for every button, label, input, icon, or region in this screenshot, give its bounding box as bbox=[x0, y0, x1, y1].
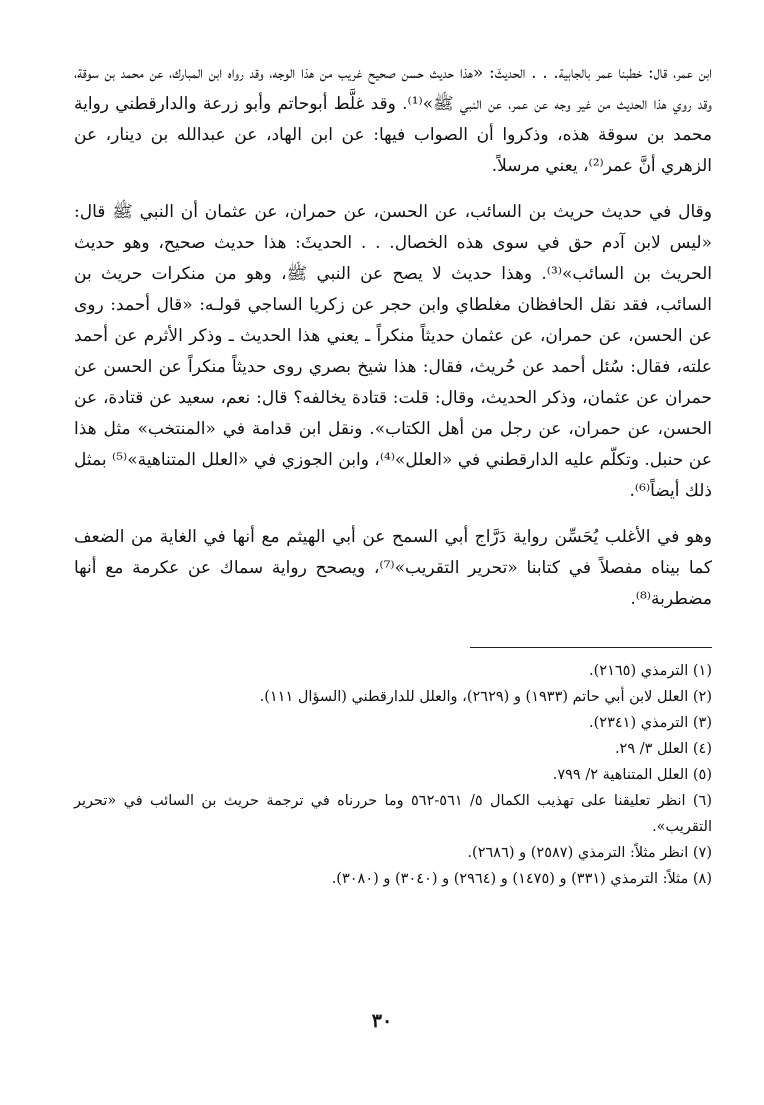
page-number: ٣٠ bbox=[371, 1010, 393, 1032]
footnote-1: (١) الترمذي (٢١٦٥). bbox=[589, 663, 712, 679]
footnote-5: (٥) العلل المتناهية ٢/ ٧٩٩. bbox=[552, 767, 712, 783]
main-text bbox=[74, 58, 712, 615]
paragraph-3: وهو في الأغلب يُحَسِّن رواية دَرَّاج أبي السمح عن أبي الهيثم مع أنها في الغاية من الضعف كما بيناه مفصلاً في كتابنا «تحرير التقريب»⁽⁷⁾، ويصحح رواية سماك عن عكرمة مع أنها مضطربة⁽⁸⁾. bbox=[74, 527, 712, 609]
footnote-divider bbox=[470, 647, 712, 648]
paragraph-2: وقال في حديث حريث بن السائب، عن الحسن، عن حمران، عن عثمان أن النبي ﷺ قال: «ليس لابن آدم حق في سوى هذه الخصال. . . الحديثَ: هذا حديث صحيح، وهو حديث الحريث بن السائب»⁽³⁾. وهذا حديث لا يصح عن النبي ﷺ، وهو من منكرات حريث بن السائب، فقد نقل الحافظان مغلطاي وابن حجر عن زكريا الساجي قولـه: «قال أحمد: روى عن الحسن، عن حمران، عن عثمان حديثاً منكراً ـ يعني هذا الحديث ـ وذكر الأثرم عن أحمد علته، فقال: سُئل أحمد عن حُريث، فقال: هذا شيخ بصري روى حديثاً منكراً عن الحسن عن حمران عن عثمان، وذكر الحديث، وقال: قلت: قتادة يخالفه؟ قال: نعم، سعيد عن قتادة، عن الحسن، عن حمران، عن رجل من أهل الكتاب». ونقل ابن قدامة في «المنتخب» مثل هذا عن حنبل. وتكلّم عليه الدارقطني في «العلل»⁽⁴⁾، وابن الجوزي في «العلل المتناهية»⁽⁵⁾ بمثل ذلك أيضاً⁽⁶⁾. bbox=[74, 202, 712, 501]
footnotes-list bbox=[74, 658, 712, 892]
footnote-6: (٦) انظر تعليقنا على تهذيب الكمال ٥/ ٥٦١-٥٦٢ وما حررناه في ترجمة حريث بن السائب في «تحرير التقريب». bbox=[74, 793, 712, 835]
footnote-3: (٣) الترمذي (٢٣٤١). bbox=[589, 715, 712, 731]
paragraph-1: ابن عمر، قال: خطبنا عمر بالجابية. . . الحديثَ: «هذا حديث حسن صحيح غريب من هذا الوجه، وقد رواه ابن المبارك، عن محمد بن سوقة، وقد روي هذا الحديث من غير وجه عن عمر، عن النبي ﷺ»⁽¹⁾. وقد غلَّط أبوحاتم وأبو زرعة والدارقطني رواية محمد بن سوقة هذه، وذكروا أن الصواب فيها: عن ابن الهاد، عن عبدالله بن دينار، عن الزهري أنَّ عمر⁽²⁾، يعني مرسلاً. bbox=[74, 63, 712, 176]
footnote-4: (٤) العلل ٣/ ٢٩. bbox=[614, 741, 712, 757]
footnote-8: (٨) مثلاً: الترمذي (٣٣١) و (١٤٧٥) و (٢٩٦٤) و (٣٠٤٠) و (٣٠٨٠). bbox=[331, 871, 712, 887]
footnote-2: (٢) العلل لابن أبي حاتم (١٩٣٣) و (٢٦٢٩)، والعلل للدارقطني (السؤال ١١١). bbox=[259, 689, 712, 705]
footnote-7: (٧) انظر مثلاً: الترمذي (٢٥٨٧) و (٢٦٨٦). bbox=[467, 845, 712, 861]
